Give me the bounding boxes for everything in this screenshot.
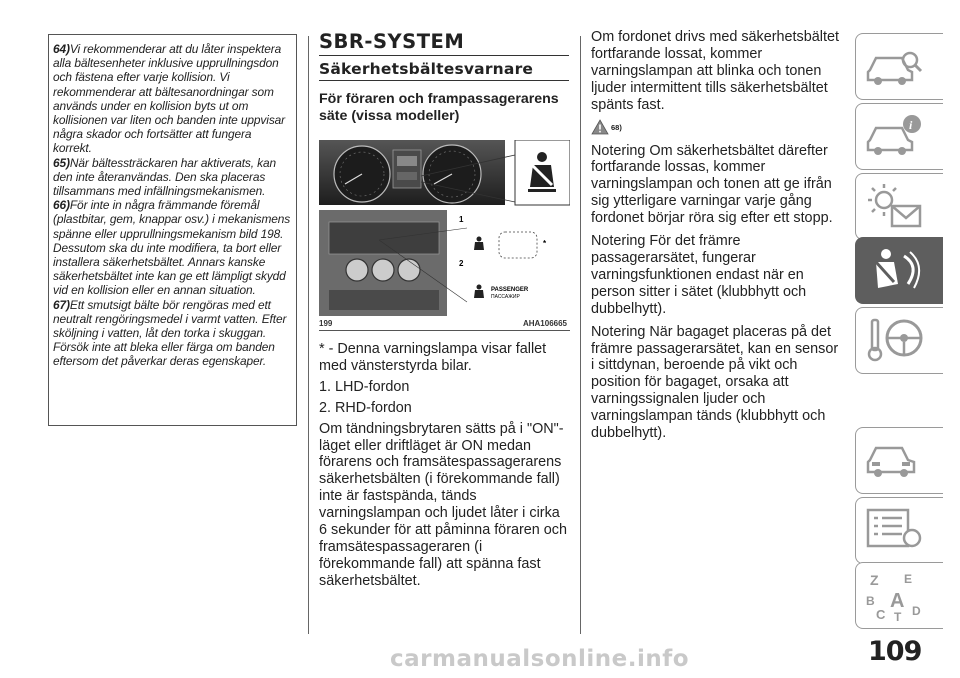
asterisk-label: *	[543, 239, 547, 248]
note-65: 65)När bältessträckaren har aktiverats, kan den inte återanvändas. Den ska placeras tillsammans med infällningsmekanismen.	[53, 155, 277, 199]
note-paragraph-3: Notering När bagaget placeras på det främre passagerarsätet, kan en sensor i sittdynan, beroende på vikt och position för bagaget, orsaka att varningssignalen ljuder och varningslampan tänds (klubbhytt och dubbelhytt).	[591, 323, 839, 442]
note-66: 66)För inte in några främmande föremål (plastbitar, gem, knappar osv.) i mekanismens spänne eller upprullningsmekanism bild 198. Dessutom ska du inte modifiera, ta bort eller installera säkerhetsbältet. Annars kanske säkerhetsbältet inte kan ge ett lämpligt skydd vid en kollision eller en annan situation.	[53, 198, 291, 298]
passenger-seat-icon-lhd	[474, 237, 484, 251]
tab-warning-lights[interactable]	[855, 173, 943, 240]
asterisk-note: * - Denna varningslampa visar fallet med vänsterstyrda bilar.	[319, 341, 547, 374]
warning-triangle-icon	[591, 119, 609, 135]
svg-text:T: T	[894, 610, 902, 623]
note-67: 67)Ett smutsigt bälte bör rengöras med ett neutralt rengöringsmedel i varmt vatten. Efter sköljning i vatten, låt den torka i skuggan. Försök inte att bleka eller färga om banden eftersom det påverkar deras egenskaper.	[53, 297, 287, 369]
warning-ref-68: 68)	[611, 122, 622, 132]
svg-text:i: i	[909, 118, 913, 132]
tab-index[interactable]	[855, 562, 943, 629]
column-divider-right	[580, 36, 581, 634]
notes-box	[48, 34, 297, 426]
car-specs-icon	[864, 504, 924, 554]
note-paragraph-2: Notering För det främre passagerarsätet, fungerar varningsfunktionen endast när en person sitter i sätet (klubbhytt och dubbelhytt).	[591, 233, 807, 317]
right-column	[591, 29, 843, 442]
tab-car-info[interactable]	[855, 103, 943, 170]
alphabet-index-icon	[864, 569, 926, 623]
steering-wrench-icon	[864, 314, 924, 364]
svg-text:B: B	[866, 594, 875, 608]
tab-car-overview[interactable]	[855, 33, 943, 100]
car-breakdown-icon	[864, 434, 924, 484]
ignition-paragraph: Om tändningsbrytaren sätts på i "ON"-läget eller driftläget är ON medan förarens och framsätespassagerarens säkerhetsbälten (i förekommande fall) inte är fastspända, tänds varningslampan och ljudet låter i cirka 6 sekunder för att påminna föraren och framsätespassageraren (i förekommande fall) att spänna fast säkerhetsbältet.	[319, 420, 567, 589]
page-title: SBR-SYSTEM	[319, 30, 569, 56]
svg-text:Z: Z	[870, 572, 879, 588]
rhd-item: 2. RHD-fordon	[319, 399, 412, 416]
svg-text:A: A	[890, 590, 905, 612]
seatbelt-airbag-icon	[864, 244, 924, 294]
page-number: 109	[868, 636, 922, 667]
section-heading: Säkerhetsbältesvarnare	[319, 60, 569, 81]
note-paragraph-1: Notering Om säkerhetsbältet därefter fortfarande lossas, kommer varningslampan och tonen att ge ifrån sig ytterligare varningar varje gång fordonet börjar röra sig efter ett stopp.	[591, 142, 833, 227]
note-64: 64)Vi rekommenderar att du låter inspektera alla bältesenheter inklusive upprullningsdon och fästena efter varje kollision. Vi rekommenderar att bältesanordningar som används under en kollision byts ut om kollisionen var liten och banden inte uppvisar några skador och fortsätter att fungera korrekt.	[53, 42, 286, 156]
callout-2: 2	[459, 259, 464, 268]
svg-text:E: E	[904, 572, 913, 586]
car-info-icon	[864, 110, 924, 160]
figure-199	[319, 140, 570, 331]
warning-light-envelope-icon	[864, 180, 924, 230]
warning-reference	[591, 117, 843, 139]
tab-maintenance[interactable]	[855, 497, 943, 564]
unfastened-paragraph: Om fordonet drivs med säkerhetsbältet fortfarande lossat, kommer varningslampan att blinka och tonen ljuder intermittent tills säkerhetsbältet spänts fast.	[591, 29, 839, 113]
lhd-item: 1. LHD-fordon	[319, 378, 410, 395]
tab-starting-driving[interactable]	[855, 307, 943, 374]
watermark: carmanualsonline.info	[390, 646, 690, 672]
svg-text:D: D	[912, 604, 921, 618]
callout-1: 1	[459, 215, 464, 224]
tab-safety[interactable]	[855, 237, 943, 304]
car-magnifier-icon	[864, 40, 924, 90]
tab-emergency[interactable]	[855, 427, 943, 494]
figure-code: AHA106665	[522, 319, 567, 328]
figure-number: 199	[319, 319, 333, 328]
svg-text:C: C	[876, 607, 886, 622]
dashboard-seatbelt-illustration	[319, 140, 570, 316]
figure-caption	[319, 319, 570, 328]
passenger-label-ru: ПАССАЖИР	[491, 294, 520, 300]
column-divider-left	[308, 36, 309, 634]
passenger-seat-icon-rhd	[474, 285, 484, 299]
middle-column	[319, 30, 569, 590]
passenger-label: PASSENGER	[491, 287, 529, 293]
subsection-title: För föraren och frampassagerarens säte (vissa modeller)	[319, 91, 559, 124]
